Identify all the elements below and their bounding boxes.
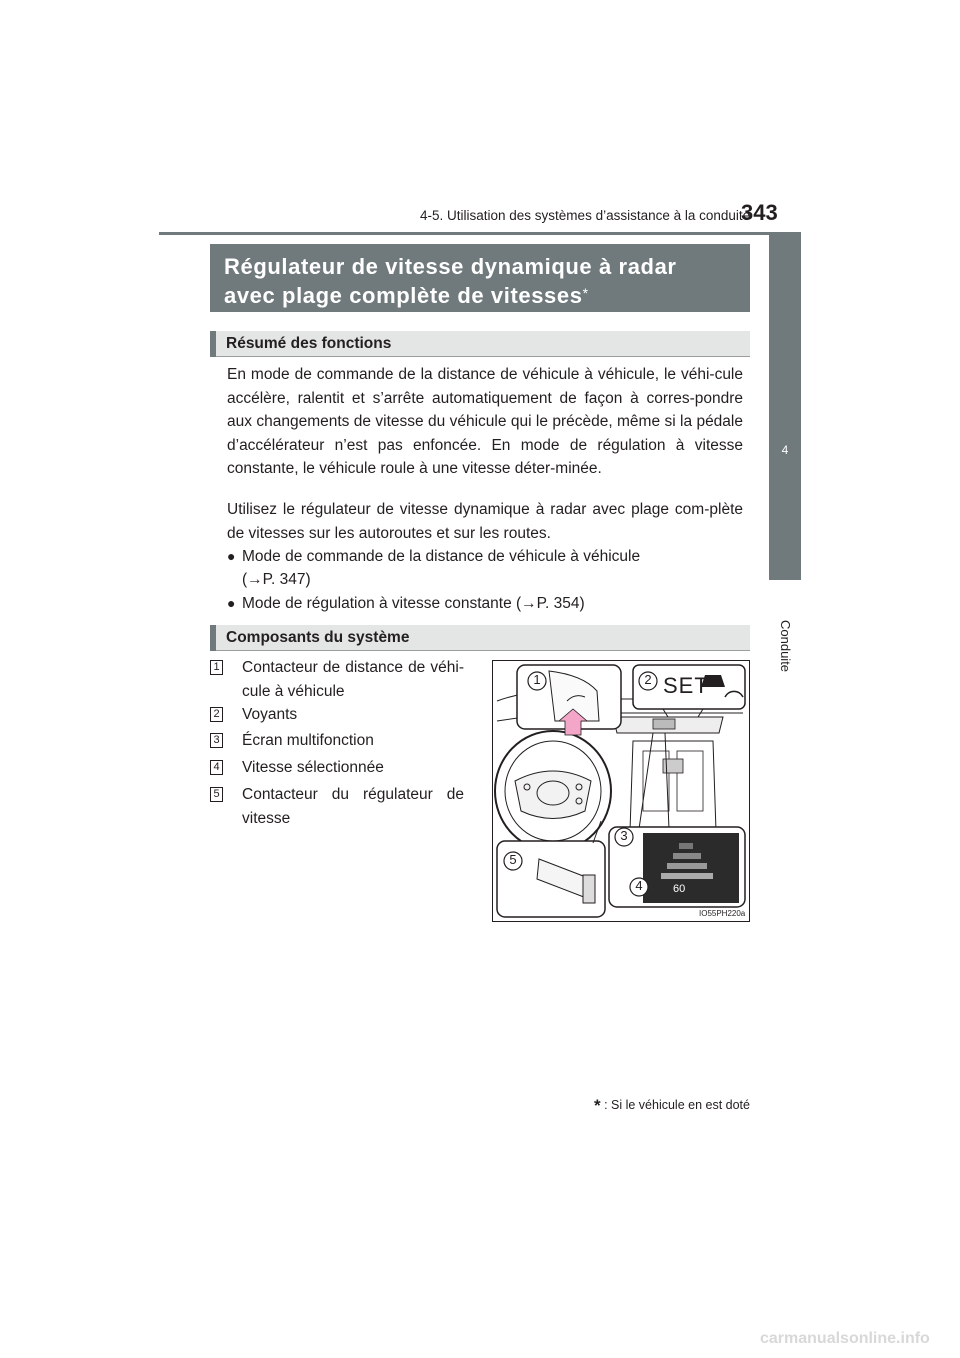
component-number-4: 4	[210, 760, 223, 775]
component-number-5: 5	[210, 787, 223, 802]
system-components-illustration	[492, 660, 750, 922]
section-heading-components	[210, 625, 750, 651]
title-asterisk: *	[582, 285, 589, 301]
page-number: 343	[741, 200, 778, 225]
dashboard-drawing	[493, 661, 749, 921]
bullet-icon: ●	[227, 548, 236, 564]
component-text-5: Contacteur du régulateur de vitesse	[242, 786, 464, 827]
bullet-item-distance-mode	[227, 545, 747, 593]
title-line-1: Régulateur de vitesse dynamique à radar	[224, 254, 677, 279]
footnote-text: : Si le véhicule en est doté	[604, 1098, 750, 1112]
figure-callout-3: 3	[620, 828, 628, 843]
set-indicator-label: SET	[663, 673, 709, 698]
header-rule	[159, 232, 801, 235]
title-line-2	[224, 281, 750, 310]
component-number-1: 1	[210, 660, 223, 675]
component-number-2: 2	[210, 707, 223, 722]
component-number-3: 3	[210, 733, 223, 748]
bullet-icon: ●	[227, 595, 236, 611]
bullet-constant-mode-text: Mode de régulation à vitesse constante (→P. 354)	[242, 595, 585, 612]
figure-callout-2: 2	[644, 672, 652, 687]
component-text-1: Contacteur de distance de véhi-cule à véhicule	[242, 659, 464, 700]
component-text-2: Voyants	[242, 706, 298, 723]
page-title	[210, 244, 750, 312]
summary-paragraph-2: Utilisez le régulateur de vitesse dynamique à radar avec plage com-plète de vitesses sur les autoroutes et sur les routes.	[227, 501, 743, 542]
chapter-tab	[769, 235, 801, 580]
section-heading-summary-text: Résumé des fonctions	[226, 335, 392, 352]
footnote	[575, 1096, 750, 1116]
figure-callout-1: 1	[533, 672, 541, 687]
bullet-distance-mode-ref: (→P. 347)	[242, 571, 311, 588]
header-section-title: 4-5. Utilisation des systèmes d’assistance à la conduite	[420, 208, 751, 223]
summary-paragraph-1: En mode de commande de la distance de véhicule à véhicule, le véhi-cule accélère, ralentit et s’arrête automatiquement de façon à corres-pondre aux changements de vitesse du véhicule qui le précède, même si la pédale d’accélérateur n’est pas enfoncée. En mode de régulation à vitesse constante, le véhicule roule à une vitesse déter-minée.	[227, 366, 743, 477]
chapter-label: Conduite	[778, 620, 793, 673]
figure-callout-5: 5	[509, 852, 517, 867]
bullet-item-constant-mode	[227, 592, 747, 616]
selected-speed-value: 60	[673, 883, 686, 895]
component-text-4: Vitesse sélectionnée	[242, 759, 384, 776]
watermark: carmanualsonline.info	[760, 1330, 930, 1347]
title-line-2-text: avec plage complète de vitesses	[224, 283, 583, 308]
figure-callout-4: 4	[635, 878, 643, 893]
section-heading-components-text: Composants du système	[226, 629, 410, 646]
chapter-number: 4	[781, 443, 789, 457]
bullet-distance-mode-text: Mode de commande de la distance de véhicule à véhicule	[242, 548, 641, 565]
footnote-asterisk-icon: *	[593, 1096, 601, 1115]
figure-image-code: IO55PH220a	[699, 909, 746, 918]
section-heading-summary	[210, 331, 750, 357]
component-text-3: Écran multifonction	[242, 732, 374, 749]
